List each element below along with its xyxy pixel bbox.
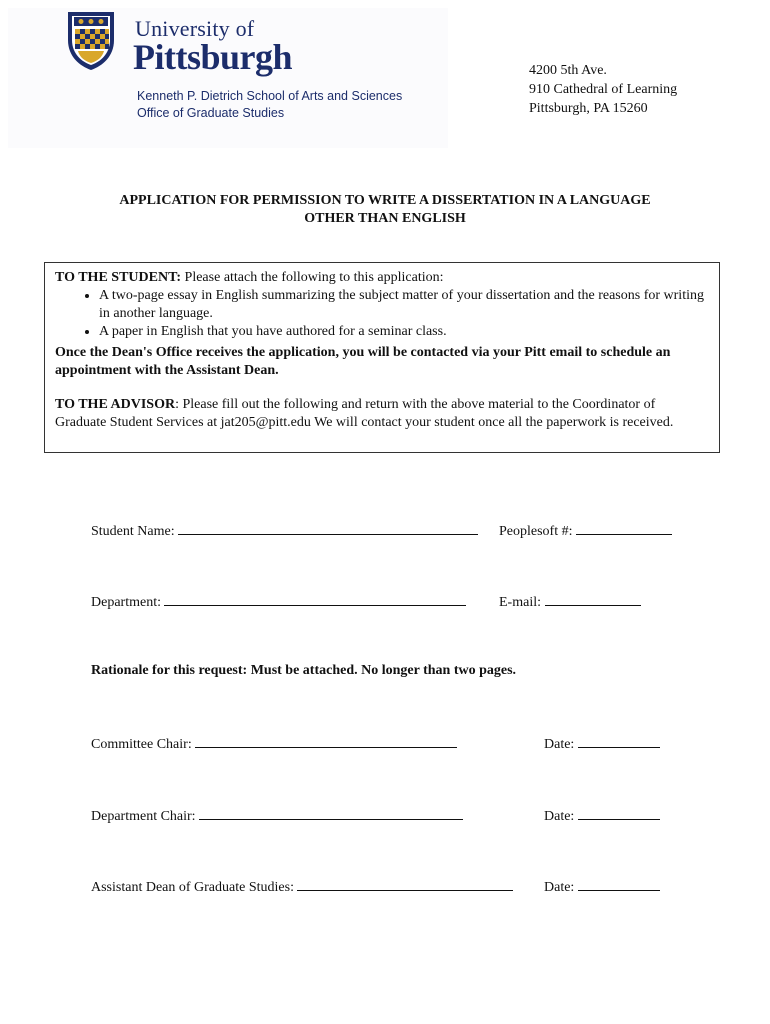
student-instructions — [55, 269, 709, 287]
advisor-instructions — [55, 396, 709, 432]
department-blank[interactable] — [164, 592, 466, 606]
office-name: Office of Graduate Studies — [137, 106, 285, 120]
department-chair-blank[interactable] — [199, 806, 463, 820]
instructions-box — [44, 262, 720, 453]
department-chair-field — [91, 806, 463, 825]
department-chair-date-field — [544, 806, 660, 825]
department-label: Department: — [91, 595, 161, 610]
university-name-line1: University of — [135, 16, 255, 41]
committee-chair-date-blank[interactable] — [578, 734, 660, 748]
assistant-dean-blank[interactable] — [297, 877, 513, 891]
title-line-1: APPLICATION FOR PERMISSION TO WRITE A DISSERTATION IN A LANGUAGE — [119, 193, 651, 208]
student-heading: TO THE STUDENT: — [55, 270, 182, 285]
student-name-label: Student Name: — [91, 524, 175, 539]
mailing-address — [529, 61, 677, 118]
university-name-line2: Pittsburgh — [133, 37, 293, 77]
student-text: Please attach the following to this application: — [181, 270, 444, 285]
date-label: Date: — [544, 809, 575, 824]
address-line: 4200 5th Ave. — [529, 63, 607, 78]
date-label: Date: — [544, 880, 575, 895]
student-name-field — [91, 521, 478, 540]
assistant-dean-label: Assistant Dean of Graduate Studies: — [91, 880, 294, 895]
email-field — [499, 592, 641, 611]
school-name: Kenneth P. Dietrich School of Arts and Sciences — [137, 89, 403, 103]
deans-office-note: Once the Dean's Office receives the application, you will be contacted via your Pitt email to schedule an appointment with the Assistant Dean. — [55, 345, 671, 378]
assistant-dean-field — [91, 877, 513, 896]
rationale-note: Rationale for this request: Must be attached. No longer than two pages. — [91, 663, 517, 678]
peoplesoft-field — [499, 521, 672, 540]
date-label: Date: — [544, 737, 575, 752]
peoplesoft-blank[interactable] — [576, 521, 672, 535]
attachment-list — [55, 287, 709, 341]
department-chair-date-blank[interactable] — [578, 806, 660, 820]
peoplesoft-label: Peoplesoft #: — [499, 524, 573, 539]
department-field — [91, 592, 466, 611]
committee-chair-field — [91, 734, 457, 753]
email-label: E-mail: — [499, 595, 541, 610]
address-line: Pittsburgh, PA 15260 — [529, 101, 648, 116]
assistant-dean-date-field — [544, 877, 660, 896]
address-line: 910 Cathedral of Learning — [529, 82, 678, 97]
committee-chair-label: Committee Chair: — [91, 737, 192, 752]
attachment-item: • A paper in English that you have authored for a seminar class. — [99, 323, 709, 341]
document-title — [60, 192, 710, 228]
university-crest-icon — [66, 10, 116, 72]
committee-chair-date-field — [544, 734, 660, 753]
title-line-2: OTHER THAN ENGLISH — [304, 211, 466, 226]
advisor-text: : Please fill out the following and return with the above material to the Coordinator of Graduate Student Services at jat205@pitt.edu We will contact your student once all the paperwork is received. — [55, 397, 674, 430]
attachment-item: • A two-page essay in English summarizing the subject matter of your dissertation and the reasons for writing in another language. — [99, 287, 709, 323]
student-name-blank[interactable] — [178, 521, 478, 535]
assistant-dean-date-blank[interactable] — [578, 877, 660, 891]
email-blank[interactable] — [545, 592, 641, 606]
department-chair-label: Department Chair: — [91, 809, 196, 824]
committee-chair-blank[interactable] — [195, 734, 457, 748]
advisor-heading: TO THE ADVISOR — [55, 397, 176, 412]
